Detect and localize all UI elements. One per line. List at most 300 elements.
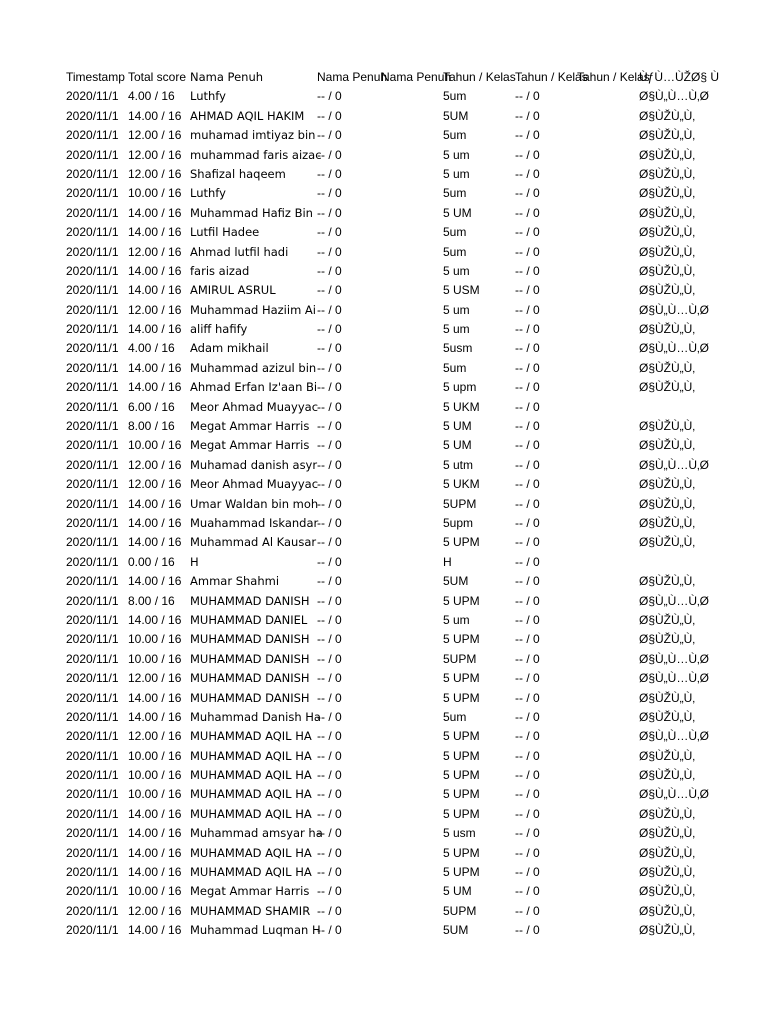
table-cell: 5 UPM: [443, 593, 480, 608]
table-cell: [381, 223, 443, 242]
table-cell: 2020/11/1: [66, 477, 119, 492]
table-cell: Ø§ÙŽÙ„Ù‚: [639, 826, 695, 841]
table-cell: -- / 0: [515, 322, 540, 337]
table-cell: -- / 0: [515, 477, 540, 492]
table-cell: -- / 0: [317, 225, 342, 240]
table-cell: 2020/11/1: [66, 651, 119, 666]
table-cell: Muhamad danish asyr: [190, 457, 318, 472]
table-cell: 2020/11/1: [66, 574, 119, 589]
column-header: Nama Penuh: [381, 70, 452, 84]
table-cell: [577, 844, 639, 863]
table-cell: -- / 0: [317, 845, 342, 860]
table-cell: 2020/11/1: [66, 399, 119, 414]
table-cell: [577, 650, 639, 669]
table-row: [66, 243, 768, 262]
table-cell: 5um: [443, 360, 467, 375]
table-cell: -- / 0: [515, 399, 540, 414]
table-cell: [381, 301, 443, 320]
table-cell: 5usm: [443, 341, 473, 356]
table-cell: 2020/11/1: [66, 283, 119, 298]
table-cell: Luthfy: [190, 186, 226, 201]
table-cell: -- / 0: [317, 554, 342, 569]
table-cell: -- / 0: [317, 806, 342, 821]
table-cell: MUHAMMAD AQIL HA: [190, 768, 312, 783]
table-cell: 5 UPM: [443, 748, 480, 763]
table-cell: -- / 0: [317, 574, 342, 589]
table-cell: 2020/11/1: [66, 225, 119, 240]
table-cell: Muahammad Iskandar: [190, 515, 319, 530]
table-cell: -- / 0: [515, 419, 540, 434]
table-cell: -- / 0: [317, 632, 342, 647]
table-cell: Megat Ammar Harris: [190, 884, 310, 899]
table-row: [66, 785, 768, 804]
table-cell: [381, 766, 443, 785]
table-cell: 2020/11/1: [66, 322, 119, 337]
table-row: [66, 359, 768, 378]
table-cell: [577, 223, 639, 242]
table-row: [66, 456, 768, 475]
table-cell: 14.00 / 16: [128, 515, 182, 530]
table-cell: 2020/11/1: [66, 166, 119, 181]
table-cell: -- / 0: [515, 341, 540, 356]
table-cell: 5 um: [443, 166, 470, 181]
table-cell: [381, 495, 443, 514]
table-cell: 14.00 / 16: [128, 322, 182, 337]
table-cell: [577, 553, 639, 572]
table-cell: [381, 126, 443, 145]
table-cell: 5 UM: [443, 419, 472, 434]
table-cell: [381, 844, 443, 863]
table-cell: 2020/11/1: [66, 612, 119, 627]
table-cell: [577, 689, 639, 708]
table-cell: [577, 243, 639, 262]
table-cell: 10.00 / 16: [128, 787, 182, 802]
table-cell: MUHAMMAD SHAMIR: [190, 903, 311, 918]
table-cell: Ø§Ù„Ù…Ù‚Ø: [639, 341, 710, 356]
table-cell: Ø§ÙŽÙ„Ù‚: [639, 166, 695, 181]
table-cell: AHMAD AQIL HAKIM: [190, 108, 305, 123]
table-cell: -- / 0: [515, 826, 540, 841]
table-cell: [577, 902, 639, 921]
table-cell: -- / 0: [515, 535, 540, 550]
table-cell: Ahmad Erfan Iz'aan Bi: [190, 380, 318, 395]
table-cell: H: [443, 554, 452, 569]
table-cell: Ø§ÙŽÙ„Ù‚: [639, 515, 695, 530]
table-cell: -- / 0: [317, 205, 342, 220]
table-cell: 5 UPM: [443, 632, 480, 647]
table-cell: -- / 0: [317, 89, 342, 104]
table-cell: [577, 495, 639, 514]
table-cell: Ø§ÙŽÙ„Ù‚: [639, 438, 695, 453]
table-cell: Ø§ÙŽÙ„Ù‚: [639, 535, 695, 550]
table-cell: -- / 0: [515, 612, 540, 627]
table-cell: Ø§ÙŽÙ„Ù‚: [639, 574, 695, 589]
table-row: [66, 533, 768, 552]
table-cell: 8.00 / 16: [128, 593, 175, 608]
table-cell: -- / 0: [515, 748, 540, 763]
table-cell: 2020/11/1: [66, 923, 119, 938]
table-cell: -- / 0: [515, 651, 540, 666]
table-cell: 12.00 / 16: [128, 302, 182, 317]
table-cell: Ø§ÙŽÙ„Ù‚: [639, 477, 695, 492]
table-cell: 14.00 / 16: [128, 380, 182, 395]
table-cell: 10.00 / 16: [128, 186, 182, 201]
table-cell: Ø§ÙŽÙ„Ù‚: [639, 380, 695, 395]
table-cell: Ø§ÙŽÙ„Ù‚: [639, 147, 695, 162]
table-cell: -- / 0: [317, 419, 342, 434]
table-cell: Muhammad amsyar ha: [190, 826, 323, 841]
table-cell: 14.00 / 16: [128, 845, 182, 860]
table-cell: 5 UM: [443, 205, 472, 220]
table-cell: [577, 533, 639, 552]
table-cell: [577, 107, 639, 126]
table-cell: 5 UPM: [443, 671, 480, 686]
table-cell: 14.00 / 16: [128, 865, 182, 880]
table-cell: -- / 0: [515, 496, 540, 511]
table-row: [66, 262, 768, 281]
table-cell: [639, 398, 768, 417]
table-cell: MUHAMMAD AQIL HA: [190, 748, 312, 763]
table-row: [66, 902, 768, 921]
table-cell: 5um: [443, 225, 467, 240]
table-cell: [381, 921, 443, 940]
table-cell: 14.00 / 16: [128, 709, 182, 724]
table-cell: 2020/11/1: [66, 535, 119, 550]
table-cell: 2020/11/1: [66, 787, 119, 802]
table-cell: 5um: [443, 128, 467, 143]
table-cell: -- / 0: [317, 709, 342, 724]
table-cell: 2020/11/1: [66, 244, 119, 259]
table-cell: -- / 0: [317, 283, 342, 298]
table-cell: [381, 165, 443, 184]
table-cell: [577, 669, 639, 688]
table-cell: Ø§ÙŽÙ„Ù‚: [639, 865, 695, 880]
table-cell: -- / 0: [317, 360, 342, 375]
table-cell: [639, 553, 768, 572]
table-cell: 2020/11/1: [66, 515, 119, 530]
table-cell: Ø§ÙŽÙ„Ù‚: [639, 225, 695, 240]
table-row: [66, 863, 768, 882]
table-cell: Ø§ÙŽÙ„Ù‚: [639, 322, 695, 337]
table-cell: MUHAMMAD AQIL HA: [190, 787, 312, 802]
table-cell: -- / 0: [515, 128, 540, 143]
table-cell: -- / 0: [317, 380, 342, 395]
table-cell: 2020/11/1: [66, 496, 119, 511]
table-cell: Ø§ÙŽÙ„Ù‚: [639, 690, 695, 705]
table-cell: -- / 0: [515, 690, 540, 705]
table-cell: Lutfil Hadee: [190, 225, 260, 240]
table-cell: 2020/11/1: [66, 205, 119, 220]
table-cell: 14.00 / 16: [128, 360, 182, 375]
table-cell: 14.00 / 16: [128, 923, 182, 938]
table-cell: 5 UPM: [443, 787, 480, 802]
table-row: [66, 146, 768, 165]
table-cell: -- / 0: [317, 690, 342, 705]
table-cell: 2020/11/1: [66, 593, 119, 608]
table-cell: 4.00 / 16: [128, 89, 175, 104]
table-cell: 10.00 / 16: [128, 651, 182, 666]
table-cell: Ø§ÙŽÙ„Ù‚: [639, 186, 695, 201]
table-cell: 5 um: [443, 612, 470, 627]
table-cell: [381, 107, 443, 126]
table-row: [66, 611, 768, 630]
table-cell: 2020/11/1: [66, 826, 119, 841]
table-row: [66, 320, 768, 339]
table-cell: Ø§Ù„Ù…Ù‚Ø: [639, 671, 710, 686]
table-cell: Ø§ÙŽÙ„Ù‚: [639, 903, 695, 918]
table-cell: -- / 0: [317, 302, 342, 317]
table-cell: [381, 204, 443, 223]
table-cell: 5 um: [443, 302, 470, 317]
table-cell: -- / 0: [515, 806, 540, 821]
table-cell: -- / 0: [317, 515, 342, 530]
table-cell: -- / 0: [515, 186, 540, 201]
table-cell: -- / 0: [317, 671, 342, 686]
table-row: [66, 882, 768, 901]
table-cell: 10.00 / 16: [128, 768, 182, 783]
table-cell: [381, 747, 443, 766]
table-row: [66, 107, 768, 126]
table-cell: 5 UKM: [443, 477, 480, 492]
table-cell: [577, 281, 639, 300]
table-row: [66, 514, 768, 533]
table-cell: 5 um: [443, 147, 470, 162]
table-cell: Ø§ÙŽÙ„Ù‚: [639, 845, 695, 860]
table-cell: -- / 0: [317, 186, 342, 201]
table-cell: [577, 824, 639, 843]
table-cell: 10.00 / 16: [128, 884, 182, 899]
table-cell: -- / 0: [515, 380, 540, 395]
table-cell: -- / 0: [515, 263, 540, 278]
table-cell: Meor Ahmad Muayyac: [190, 399, 319, 414]
table-cell: 14.00 / 16: [128, 574, 182, 589]
table-cell: 5 UPM: [443, 865, 480, 880]
table-cell: MUHAMMAD DANISH: [190, 671, 310, 686]
table-cell: -- / 0: [515, 865, 540, 880]
table-cell: -- / 0: [317, 787, 342, 802]
table-cell: Ø§ÙŽÙ„Ù‚: [639, 496, 695, 511]
table-cell: -- / 0: [515, 787, 540, 802]
table-cell: [577, 146, 639, 165]
table-cell: Ahmad lutfil hadi: [190, 244, 289, 259]
table-cell: -- / 0: [317, 651, 342, 666]
table-cell: 5um: [443, 186, 467, 201]
table-cell: faris aizad: [190, 263, 250, 278]
column-header: Tahun / Kelas: [443, 70, 516, 84]
table-cell: Ø§ÙŽÙ„Ù‚: [639, 283, 695, 298]
table-cell: Muhammad Hafiz Bin: [190, 205, 313, 220]
table-cell: 5UPM: [443, 651, 477, 666]
table-cell: [577, 514, 639, 533]
table-cell: -- / 0: [317, 457, 342, 472]
table-cell: MUHAMMAD DANISH: [190, 593, 310, 608]
table-cell: -- / 0: [317, 593, 342, 608]
table-cell: -- / 0: [317, 128, 342, 143]
table-cell: Ø§ÙŽÙ„Ù‚: [639, 419, 695, 434]
table-cell: [577, 320, 639, 339]
table-cell: 14.00 / 16: [128, 283, 182, 298]
table-cell: [381, 320, 443, 339]
table-cell: 2020/11/1: [66, 147, 119, 162]
table-cell: [577, 184, 639, 203]
table-cell: -- / 0: [317, 612, 342, 627]
table-cell: 5 usm: [443, 826, 476, 841]
table-cell: 14.00 / 16: [128, 205, 182, 220]
table-cell: 14.00 / 16: [128, 108, 182, 123]
table-cell: [381, 805, 443, 824]
table-row: [66, 436, 768, 455]
table-cell: Ø§ÙŽÙ„Ù‚: [639, 263, 695, 278]
table-cell: Ø§ÙŽÙ„Ù‚: [639, 108, 695, 123]
table-cell: Ø§Ù„Ù…Ù‚Ø: [639, 729, 710, 744]
table-row: [66, 475, 768, 494]
table-cell: -- / 0: [317, 341, 342, 356]
table-cell: Megat Ammar Harris: [190, 438, 310, 453]
table-cell: [577, 785, 639, 804]
table-cell: -- / 0: [515, 554, 540, 569]
table-cell: 14.00 / 16: [128, 225, 182, 240]
table-cell: 5 UKM: [443, 399, 480, 414]
table-cell: Umar Waldan bin moh: [190, 496, 319, 511]
table-cell: 2020/11/1: [66, 457, 119, 472]
table-cell: 12.00 / 16: [128, 457, 182, 472]
table-cell: 5 um: [443, 322, 470, 337]
table-cell: -- / 0: [515, 283, 540, 298]
table-row: [66, 766, 768, 785]
table-cell: [577, 301, 639, 320]
table-cell: 2020/11/1: [66, 263, 119, 278]
table-cell: Ø§ÙŽÙ„Ù‚: [639, 884, 695, 899]
table-row: [66, 223, 768, 242]
table-cell: Ø§ÙŽÙ„Ù‚: [639, 612, 695, 627]
table-cell: Ø§Ù„Ù…Ù‚Ø: [639, 89, 710, 104]
table-cell: -- / 0: [317, 108, 342, 123]
table-cell: 5 upm: [443, 380, 477, 395]
table-cell: 2020/11/1: [66, 709, 119, 724]
table-cell: -- / 0: [317, 923, 342, 938]
table-row: [66, 669, 768, 688]
table-cell: [381, 436, 443, 455]
table-cell: Ø§Ù„Ù…Ù‚Ø: [639, 787, 710, 802]
table-cell: -- / 0: [515, 302, 540, 317]
table-cell: [381, 708, 443, 727]
table-row: [66, 805, 768, 824]
table-row: [66, 553, 768, 572]
table-row: [66, 727, 768, 746]
column-header: ÙƒÙ…ÙŽØ§ Ù: [639, 70, 720, 84]
table-row: [66, 630, 768, 649]
table-cell: 14.00 / 16: [128, 806, 182, 821]
table-cell: Megat Ammar Harris: [190, 419, 310, 434]
table-cell: 2020/11/1: [66, 884, 119, 899]
table-cell: [577, 708, 639, 727]
table-cell: -- / 0: [515, 244, 540, 259]
table-cell: 12.00 / 16: [128, 244, 182, 259]
table-cell: H: [190, 554, 199, 569]
table-cell: 2020/11/1: [66, 865, 119, 880]
table-cell: Ø§Ù„Ù…Ù‚Ø: [639, 651, 710, 666]
table-cell: 8.00 / 16: [128, 419, 175, 434]
table-cell: 2020/11/1: [66, 128, 119, 143]
table-cell: 12.00 / 16: [128, 729, 182, 744]
table-cell: 5um: [443, 709, 467, 724]
table-cell: [577, 572, 639, 591]
table-cell: [381, 456, 443, 475]
table-cell: 2020/11/1: [66, 341, 119, 356]
table-cell: [577, 87, 639, 106]
table-cell: [381, 262, 443, 281]
table-cell: 14.00 / 16: [128, 535, 182, 550]
table-cell: [577, 766, 639, 785]
table-cell: -- / 0: [317, 884, 342, 899]
table-cell: 10.00 / 16: [128, 632, 182, 647]
table-cell: 5 UM: [443, 884, 472, 899]
table-cell: 5UM: [443, 574, 469, 589]
table-cell: [381, 87, 443, 106]
table-cell: [381, 592, 443, 611]
table-cell: muhamad imtiyaz bin: [190, 128, 316, 143]
table-cell: Luthfy: [190, 89, 226, 104]
table-cell: Muhammad Al Kausar: [190, 535, 317, 550]
table-row: [66, 339, 768, 358]
table-cell: Ø§ÙŽÙ„Ù‚: [639, 923, 695, 938]
table-cell: -- / 0: [515, 147, 540, 162]
table-cell: 5 UPM: [443, 806, 480, 821]
table-row: [66, 87, 768, 106]
table-cell: [577, 436, 639, 455]
table-cell: 12.00 / 16: [128, 477, 182, 492]
column-header: Nama Penuh: [190, 70, 264, 84]
table-cell: 14.00 / 16: [128, 612, 182, 627]
table-cell: Meor Ahmad Muayyac: [190, 477, 319, 492]
table-cell: MUHAMMAD DANISH: [190, 632, 310, 647]
table-cell: -- / 0: [515, 225, 540, 240]
table-cell: 5 um: [443, 263, 470, 278]
table-cell: 5 utm: [443, 457, 474, 472]
table-cell: -- / 0: [317, 826, 342, 841]
table-cell: 2020/11/1: [66, 903, 119, 918]
table-cell: -- / 0: [317, 399, 342, 414]
table-cell: 5 USM: [443, 283, 480, 298]
table-row: [66, 844, 768, 863]
table-cell: [577, 882, 639, 901]
spreadsheet: [66, 68, 768, 941]
table-cell: Ø§ÙŽÙ„Ù‚: [639, 128, 695, 143]
table-cell: 5 UPM: [443, 535, 480, 550]
table-cell: 5UPM: [443, 496, 477, 511]
table-cell: -- / 0: [515, 709, 540, 724]
table-cell: [381, 398, 443, 417]
table-cell: [381, 533, 443, 552]
header-row: [66, 68, 768, 87]
table-cell: [577, 592, 639, 611]
table-cell: [577, 204, 639, 223]
table-cell: -- / 0: [515, 89, 540, 104]
table-cell: 0.00 / 16: [128, 554, 175, 569]
table-cell: [381, 882, 443, 901]
table-row: [66, 921, 768, 940]
table-cell: 5 UPM: [443, 768, 480, 783]
table-cell: -- / 0: [317, 322, 342, 337]
table-cell: -- / 0: [515, 884, 540, 899]
table-cell: 2020/11/1: [66, 768, 119, 783]
table-cell: -- / 0: [317, 438, 342, 453]
table-cell: 2020/11/1: [66, 89, 119, 104]
table-row: [66, 592, 768, 611]
table-cell: -- / 0: [515, 923, 540, 938]
table-cell: [577, 456, 639, 475]
table-cell: Shafizal haqeem: [190, 166, 286, 181]
